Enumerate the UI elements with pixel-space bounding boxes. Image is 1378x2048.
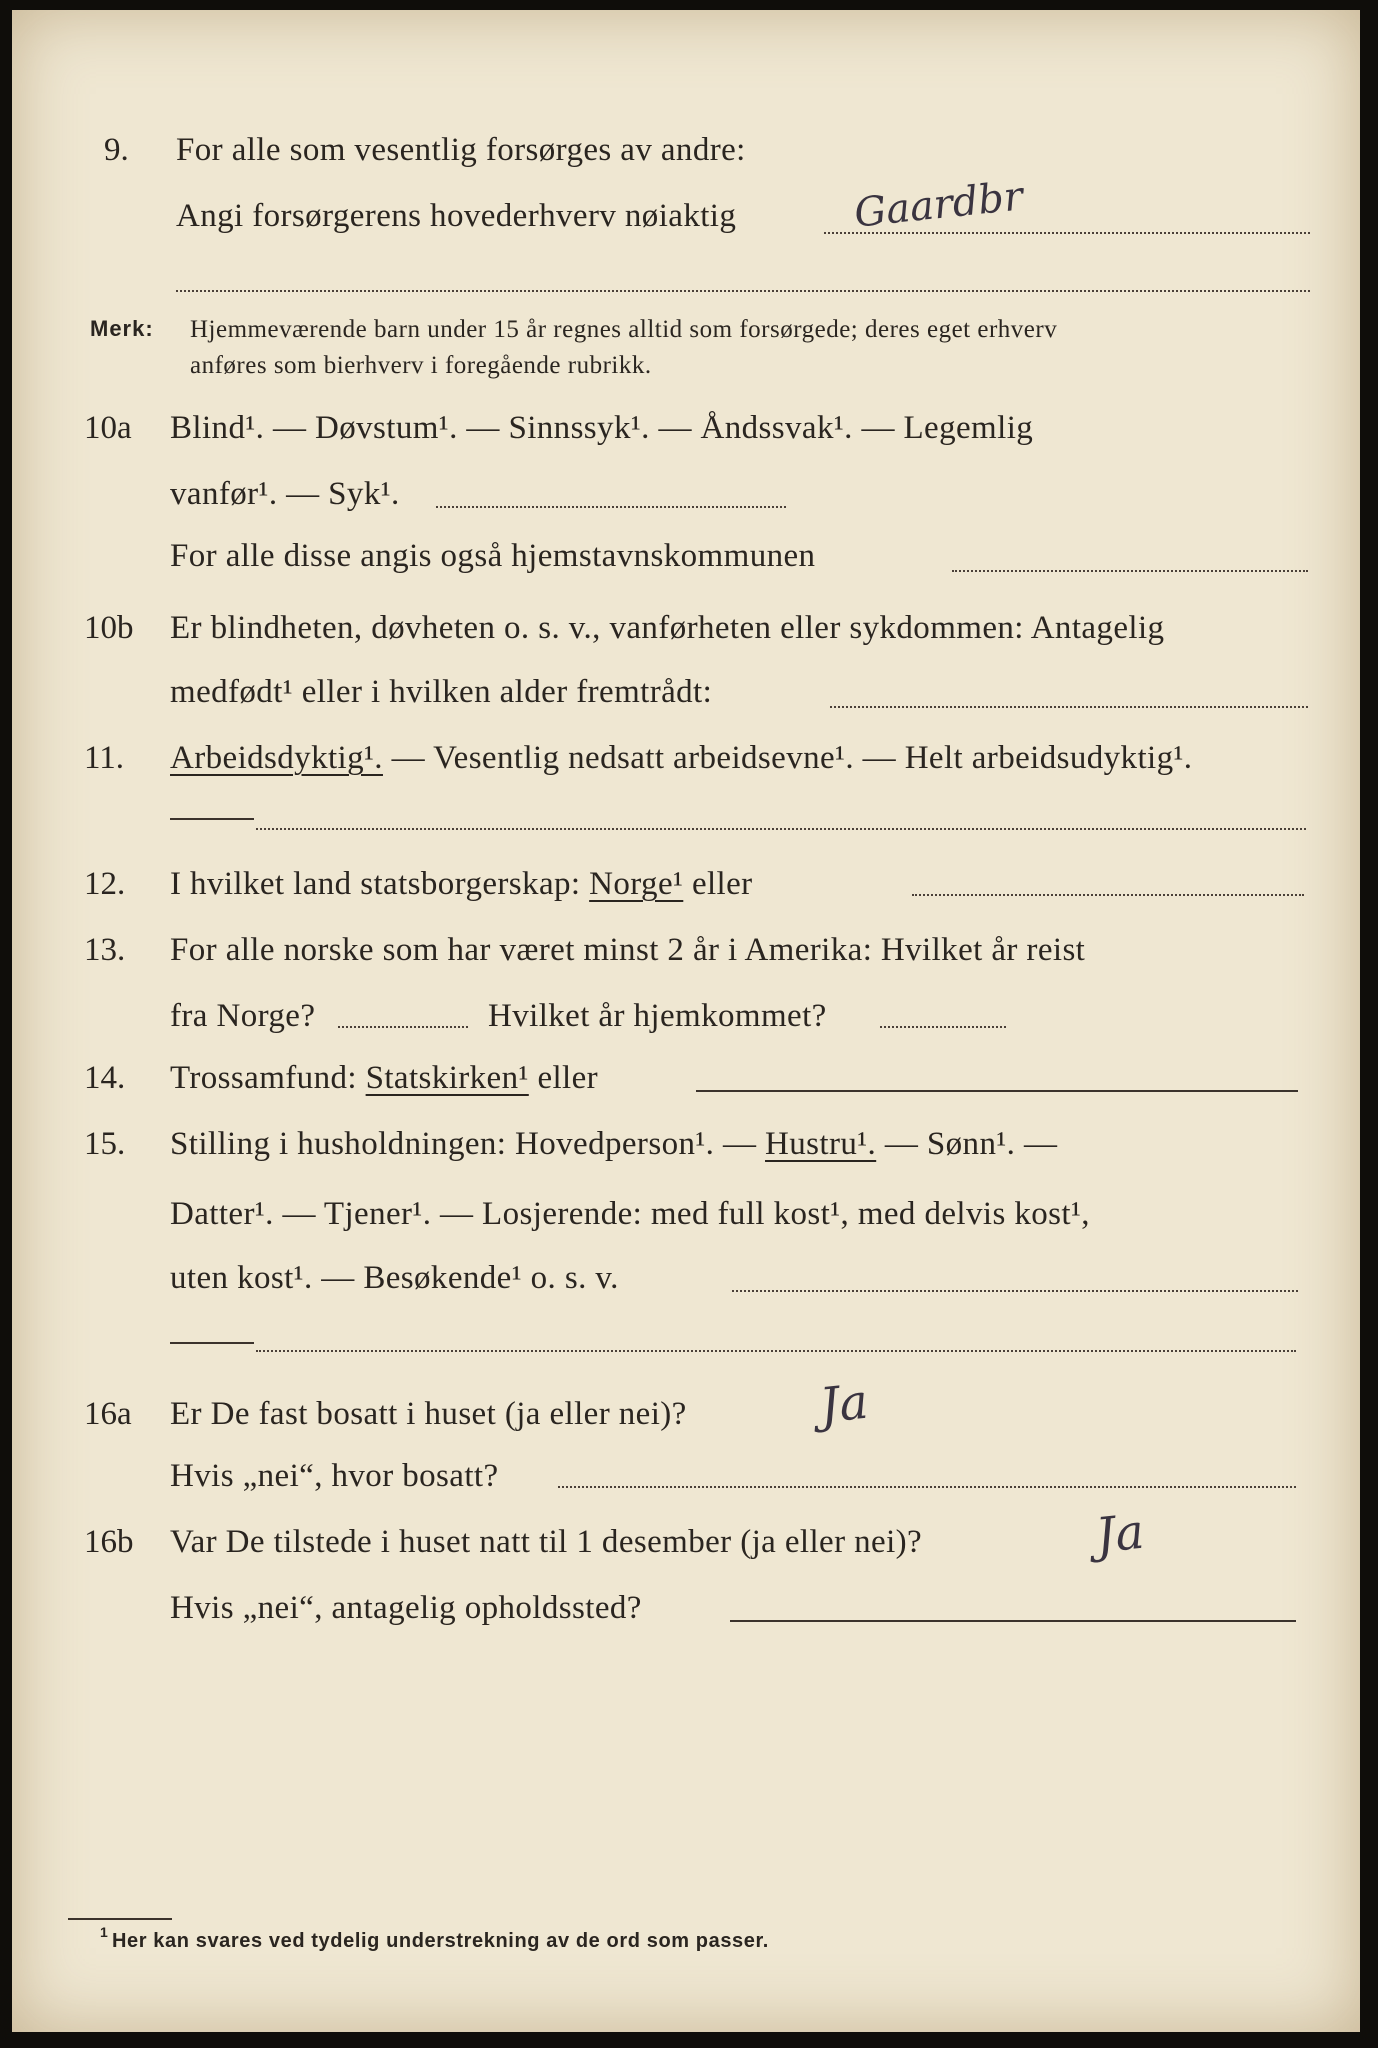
q13-number: 13. <box>84 932 126 968</box>
q9-handwritten-answer: Gaardbr <box>852 173 1026 237</box>
q10a-number: 10a <box>84 410 132 446</box>
q14-suffix: eller <box>528 1060 599 1096</box>
q13-hjemkommet-line <box>880 1026 1006 1028</box>
q10b-line2: medfødt¹ eller i hvilken alder fremtrådt: <box>170 674 713 710</box>
q15-answer-line <box>732 1290 1298 1292</box>
q10a-syk-line <box>436 506 786 508</box>
q11-rest: — Vesentlig nedsatt arbeidsevne¹. — Helt arbeidsudyktig¹. <box>382 740 1193 776</box>
q10a-line1: Blind¹. — Døvstum¹. — Sinnssyk¹. — Åndssvak¹. — Legemlig <box>170 410 1034 446</box>
merk-label: Merk: <box>90 316 154 341</box>
q16b-number: 16b <box>84 1524 134 1560</box>
q9-occupation-label: Angi forsørgerens hovederhverv nøiaktig <box>176 198 737 234</box>
q13-line2a: fra Norge? <box>170 998 316 1034</box>
merk-note-line2: anføres som bierhverv i foregående rubrikk. <box>190 352 652 379</box>
q10b-answer-line <box>830 706 1308 708</box>
q14-underlined-option: Statskirken¹ <box>365 1060 529 1096</box>
q15-underlined-option: Hustru¹. <box>765 1126 877 1162</box>
q15-extra-line <box>256 1350 1296 1352</box>
q12-prefix: I hvilket land statsborgerskap: <box>170 866 590 902</box>
q10a-line3: For alle disse angis også hjemstavnskommunen <box>170 538 816 574</box>
q14-prefix: Trossamfund: <box>170 1060 366 1096</box>
q15-line1-end: — Sønn¹. — <box>876 1126 1058 1162</box>
q15-number: 15. <box>84 1126 126 1162</box>
footnote-rule <box>68 1918 172 1920</box>
q12-text <box>170 866 753 903</box>
q15-line1-start: Stilling i husholdningen: Hovedperson¹. — <box>170 1126 766 1162</box>
q9-question: For alle som vesentlig forsørges av andre: <box>176 132 746 168</box>
q13-reist-line <box>338 1026 468 1028</box>
q11-text <box>170 740 1192 777</box>
q14-text <box>170 1060 598 1097</box>
footnote-text: Her kan svares ved tydelig understrekning av de ord som passer. <box>112 1930 769 1952</box>
q12-number: 12. <box>84 866 126 902</box>
q10a-hjemstavn-line <box>952 570 1308 572</box>
q13-line2b: Hvilket år hjemkommet? <box>488 998 827 1034</box>
q15-line1 <box>170 1126 1057 1163</box>
q12-underlined-option: Norge¹ <box>589 866 684 902</box>
merk-note-line1: Hjemmeværende barn under 15 år regnes alltid som forsørgede; deres eget erhverv <box>190 316 1058 343</box>
q16a-answer-line <box>558 1486 1296 1488</box>
q11-answer-line <box>256 828 1306 830</box>
q16a-question: Er De fast bosatt i huset (ja eller nei)? <box>170 1396 687 1432</box>
q14-answer-line <box>696 1090 1298 1092</box>
q11-short-line <box>170 818 254 820</box>
q16b-handwritten-answer: Ja <box>1093 1503 1147 1565</box>
q16a-number: 16a <box>84 1396 132 1432</box>
q15-line2: Datter¹. — Tjener¹. — Losjerende: med full kost¹, med delvis kost¹, <box>170 1196 1090 1232</box>
q16b-question: Var De tilstede i huset natt til 1 desember (ja eller nei)? <box>170 1524 923 1560</box>
q11-number: 11. <box>84 740 125 776</box>
q16b-followup: Hvis „nei“, antagelig opholdssted? <box>170 1590 642 1626</box>
q16b-answer-line <box>730 1620 1296 1622</box>
q11-underlined-option: Arbeidsdyktig¹. <box>170 740 383 776</box>
q9-number: 9. <box>104 132 129 168</box>
q15-line3: uten kost¹. — Besøkende¹ o. s. v. <box>170 1260 619 1296</box>
q13-line1: For alle norske som har været minst 2 år i Amerika: Hvilket år reist <box>170 932 1086 968</box>
q10b-number: 10b <box>84 610 134 646</box>
q16a-handwritten-answer: Ja <box>817 1373 871 1435</box>
q10a-line2: vanfør¹. — Syk¹. <box>170 476 400 512</box>
q15-short-line <box>170 1342 254 1344</box>
footnote-mark: 1 <box>100 1924 108 1940</box>
census-form-page <box>12 10 1360 2032</box>
q10b-line1: Er blindheten, døvheten o. s. v., vanførheten eller sykdommen: Antagelig <box>170 610 1165 646</box>
q12-suffix: eller <box>683 866 753 902</box>
q12-answer-line <box>912 894 1304 896</box>
q9-extra-line <box>176 290 1310 292</box>
q14-number: 14. <box>84 1060 126 1096</box>
q16a-followup: Hvis „nei“, hvor bosatt? <box>170 1458 499 1494</box>
